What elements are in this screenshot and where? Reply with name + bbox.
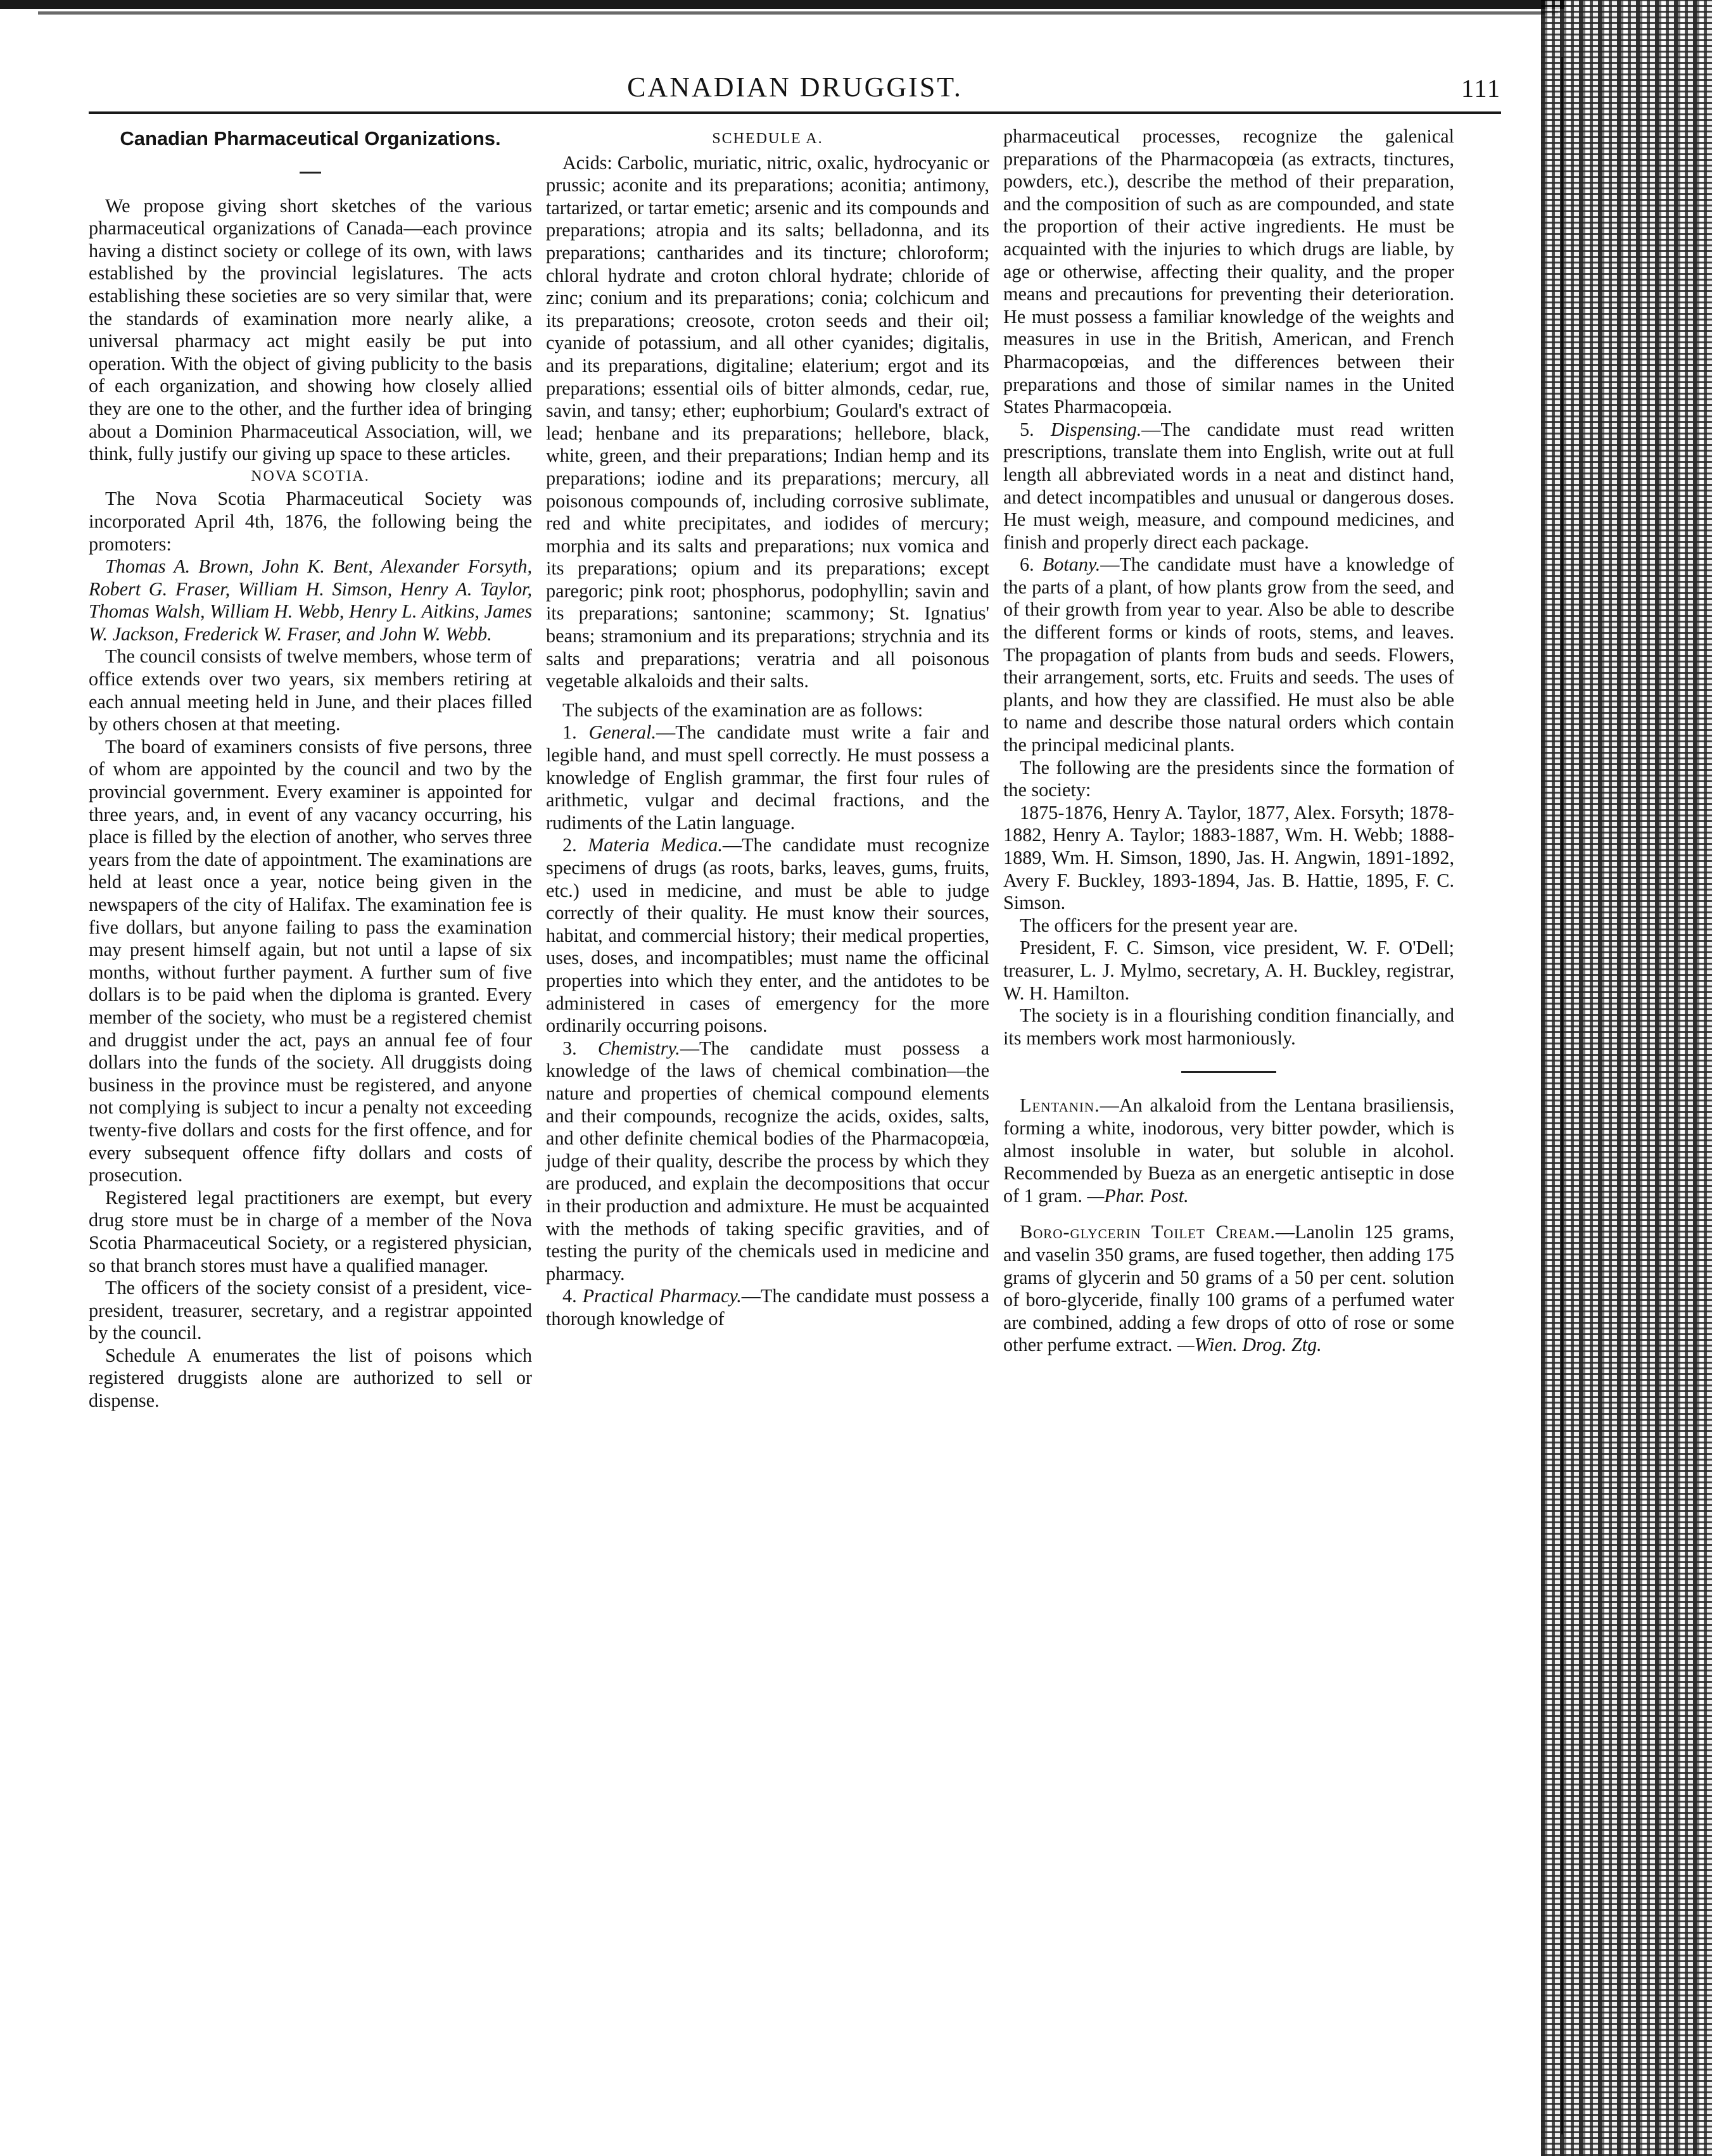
intro-paragraph: We propose giving short sketches of the various pharmaceutical organizations of Canada—each province having a distinct society or college of its own, with laws established by the provincial legislatures. The acts establishing these societies are so very similar that, were the standards of examination more nearly alike, a universal pharmacy act might easily be put into operation. With the object of giving publicity to the basis of each organization, and showing how closely allied they are one to the other, and the further idea of bringing about a Dominion Pharmaceutical Association, will, we think, fully justify our giving up space to these articles.: [89, 194, 532, 465]
section-heading-nova-scotia: NOVA SCOTIA.: [251, 467, 370, 485]
subject-text-part-2: pharmaceutical processes, recognize the galenical preparations of the Pharmacopœia (as extracts, tinctures, powders, etc.), describe the method of their preparation, and the composition of such as are compounded, and state the proportion of their active ingredients. He must be acquainted with the injuries to which drugs are liable, by age or otherwise, affecting their quality, and the proper means and precautions for preventing their deterioration. He must possess a familiar knowledge of the weights and measures in use in the British, American, and French Pharmacopœias, and the differences between their preparations and those of similar names in the United States Pharmacopœia.: [1003, 125, 1454, 418]
running-title: CANADIAN DRUGGIST.: [627, 72, 963, 103]
subject-title: Botany.: [1042, 554, 1101, 576]
subject-practical-pharmacy-continued: [1003, 125, 1454, 419]
subject-number: 4.: [562, 1285, 577, 1307]
subject-number: 6.: [1020, 554, 1034, 576]
subject-botany: [1003, 554, 1454, 756]
article-title: Canadian Pharmaceutical Organizations.: [120, 127, 501, 149]
presidents-intro: The following are the presidents since the formation of the society:: [1003, 756, 1454, 801]
closing-paragraph: The society is in a flourishing condition financially, and its members work most harmoniously.: [1003, 1005, 1454, 1049]
boro-glycerin-text: —Lanolin 125 grams, and vaselin 350 grams, are fused together, then adding 175 grams of glycerin and 50 grams of a 50 per cent. solution of boro-glyceride, finally 100 grams of a perfumed water are combined, adding a few drops of otto of rose or some other perfume extract.: [1003, 1221, 1454, 1356]
subject-text: —The candidate must read written prescriptions, translate them into English, write out at full length all abbreviated words in a neat and distinct hand, and detect incompatibles and unusual or dangerous doses. He must weigh, measure, and compound medicines, and finish and properly direct each package.: [1003, 418, 1455, 553]
subject-title: Dispensing.: [1050, 418, 1142, 440]
officers-consist-paragraph: The officers of the society consist of a president, vice-president, treasurer, secretary, and a registrar appointed by the council.: [89, 1277, 532, 1344]
subject-practical-pharmacy-start: [546, 1285, 989, 1330]
subject-chemistry: [546, 1037, 989, 1286]
page-number: 111: [1461, 74, 1501, 103]
promoters-list: Thomas A. Brown, John K. Bent, Alexander Forsyth, Robert G. Fraser, William H. Simson, Henry A. Taylor, Thomas Walsh, William H. Webb, Henry L. Aitkins, James W. Jackson, Frederick W. Fraser, and John W. Webb.: [89, 555, 532, 645]
subject-text-part-1: —The candidate must possess a thorough knowledge of: [546, 1285, 989, 1329]
subject-text: —The candidate must possess a knowledge of the laws of chemical combination—the nature and properties of chemical compound elements and their compounds, recognize the acids, oxides, salts, and other definite chemical bodies of the Pharmacopœia, judge of their quality, describe the process by which they are produced, and explain the decompositions that occur in their production and admixture. He must be acquainted with the methods of taking specific gravities, and of testing the purity of the chemicals used in medicine and pharmacy.: [546, 1037, 989, 1284]
presidents-intro-paragraph: [1003, 757, 1454, 802]
subject-title: Practical Pharmacy.: [582, 1285, 742, 1307]
top-border-rule: [0, 0, 1564, 9]
lentanin-heading: Lentanin.: [1020, 1094, 1100, 1117]
section-heading-schedule-a: SCHEDULE A.: [712, 130, 823, 147]
subject-title: Chemistry.: [597, 1037, 680, 1059]
boro-glycerin-heading: Boro-glycerin Toilet Cream.: [1020, 1221, 1276, 1243]
incorporation-paragraph: The Nova Scotia Pharmaceutical Society was incorporated April 4th, 1876, the following being the promoters:: [89, 488, 532, 555]
subject-text: —The candidate must write a fair and legible hand, and must spell correctly. He must possess a knowledge of English grammar, the first four rules of arithmetic, vulgar and decimal fractions, and the rudiments of the Latin language.: [546, 721, 989, 834]
subject-text: —The candidate must have a knowledge of the parts of a plant, of how plants grow from the seed, and of their growth from year to year. Also be able to describe the different forms or kinds of roots, stems, and leaves. The propagation of plants from buds and seeds. Flowers, their arrangement, sorts, etc. Fruits and seeds. The uses of plants, and how they are classified. He must also be able to name and describe those natural orders which contain the principal medicinal plants.: [1003, 554, 1454, 756]
section-divider: [1181, 1071, 1276, 1073]
title-dash-divider: [89, 160, 532, 182]
officers-list: President, F. C. Simson, vice president, W. F. O'Dell; treasurer, L. J. Mylmo, secretary, A. H. Buckley, registrar, W. H. Hamilton.: [1003, 937, 1454, 1004]
subject-number: 5.: [1020, 418, 1034, 440]
examiners-paragraph: The board of examiners consists of five persons, three of whom are appointed by the council and two by the provincial government. Every examiner is appointed for three years, and, in event of any vacancy occurring, his place is filled by the election of another, who serves three years from the date of appointment. The examinations are held at least once a year, notice being given in the newspapers of the city of Halifax. The examination fee is five dollars, but anyone failing to pass the examination may present himself again, but not until a lapse of six months, without further payment. A further sum of five dollars is to be paid when the diploma is granted. Every member of the society, who must be a registered chemist and druggist under the act, pays an annual fee of four dollars into the funds of the society. All druggists doing business in the province must be registered, and anyone not complying is subject to incur a penalty not exceeding twenty-five dollars and costs for the first offence, and for every subsequent offence fifty dollars and costs of prosecution.: [89, 735, 532, 1186]
lentanin-source: —Phar. Post.: [1087, 1184, 1189, 1207]
column-3: [1003, 125, 1454, 1357]
subject-title: General.: [588, 721, 657, 744]
scanned-page-edge: [1541, 0, 1712, 2156]
subjects-intro-paragraph: The subjects of the examination are as follows:: [562, 699, 923, 721]
page-header: [89, 71, 1501, 115]
column-2: [546, 125, 989, 1330]
subject-number: 1.: [562, 721, 577, 744]
subject-general: [546, 721, 989, 834]
officers-present-paragraph: The officers for the present year are.: [1020, 914, 1298, 936]
subject-number: 3.: [562, 1037, 577, 1059]
header-rule: [89, 111, 1501, 114]
column-1: [89, 125, 532, 1412]
boro-glycerin-item: [1003, 1221, 1454, 1357]
practitioners-paragraph: Registered legal practitioners are exempt, but every drug store must be in charge of a member of the Nova Scotia Pharmaceutical Society, or a registered physician, so that branch stores must have a qualified manager.: [89, 1186, 532, 1276]
boro-glycerin-source: —Wien. Drog. Ztg.: [1177, 1334, 1322, 1356]
subject-dispensing: [1003, 419, 1454, 554]
top-border-rule-secondary: [38, 11, 1558, 15]
schedule-paragraph: Acids: Carbolic, muriatic, nitric, oxalic, hydrocyanic or prussic; aconite and its preparations; aconitia; antimony, tartarized, or tartar emetic; arsenic and its compounds and preparations; atropia and its salts; belladonna, and its preparations; cantharides and its tincture; chloroform; chloral hydrate and croton chloral hydrate; chloride of zinc; conium and its preparations; conia; colchicum and its preparations; creosote, croton seeds and their oil; cyanide of potassium, and all other cyanides; digitalis, and its preparations, digitaline; elaterium; ergot and its preparations; essential oils of bitter almonds, cedar, rue, savin, and tansy; ether; euphorbium; Goulard's extract of lead; henbane and its preparations; hellebore, black, white, green, and their preparations; Indian hemp and its preparations; iodine and its preparations; mercury, all poisonous compounds of, including corrosive sublimate, red and white precipitates, and iodides of mercury; morphia and its salts and preparations; nux vomica and its preparations; opium and its preparations; except paregoric; pink root; phosphorus, podophyllin; savin and its preparations; santonine; scammony; St. Ignatius' beans; stramonium and its preparations; strychnia and its salts and preparations; veratria and all poisonous vegetable alkaloids and their salts.: [546, 151, 989, 692]
subject-materia-medica: [546, 834, 989, 1037]
council-paragraph: The council consists of twelve members, whose term of office extends over two years, six members retiring at each annual meeting held in June, and their places filled by others chosen at that meeting.: [89, 645, 532, 735]
presidents-list: 1875-1876, Henry A. Taylor, 1877, Alex. Forsyth; 1878-1882, Henry A. Taylor; 1883-1887, Wm. H. Webb; 1888-1889, Wm. H. Simson, 1890, Jas. H. Angwin, 1891-1892, Avery F. Buckley, 1893-1894, Jas. B. Hattie, 1895, F. C. Simson.: [1003, 801, 1454, 914]
subject-number: 2.: [562, 834, 577, 856]
lentanin-text: —An alkaloid from the Lentana brasiliensis, forming a white, inodorous, very bitter powder, which is almost insoluble in water, but soluble in alcohol. Recommended by Bueza as an energetic antiseptic in dose of 1 gram.: [1003, 1094, 1454, 1207]
schedule-intro-paragraph: Schedule A enumerates the list of poisons which registered druggists alone are authorized to sell or dispense.: [89, 1344, 532, 1412]
lentanin-item: [1003, 1094, 1454, 1207]
subject-text: —The candidate must recognize specimens of drugs (as roots, barks, leaves, gums, fruits, etc.) used in medicine, and must be able to judge correctly of their quality. He must know their sources, habitat, and commercial history; their medical properties, uses, doses, and incompatibles; must name the officinal properties into which they enter, and the antidotes to be administered in cases of emergency for the more ordinarily occurring poisons.: [546, 834, 990, 1037]
promoters-paragraph: [89, 555, 532, 645]
subject-title: Materia Medica.: [588, 834, 723, 856]
